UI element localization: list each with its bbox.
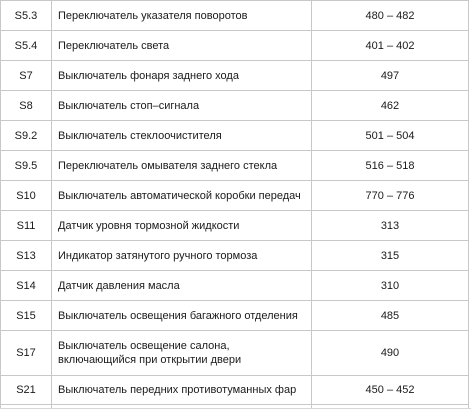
page-range: 462 [312,91,469,121]
page-range: 490 [312,331,469,376]
component-name: Выключатель стеклоочистителя [52,121,312,151]
table-row [1,151,469,181]
component-code: S8 [1,91,52,121]
component-code: S5.3 [1,1,52,31]
component-name: Выключатель освещение салона, включающийся при открытии двери [52,331,312,376]
component-name: Индикатор затянутого ручного тормоза [52,241,312,271]
page-range: 310 [312,271,469,301]
component-code: S17 [1,331,52,376]
page-range: 485 [312,301,469,331]
table-row [1,31,469,61]
component-name: Датчик давления масла [52,271,312,301]
table-row [1,331,469,376]
component-name: Выключатель фонаря заднего хода [52,61,312,91]
component-code: S10 [1,181,52,211]
component-name: Переключатель омывателя заднего стекла [52,151,312,181]
component-code: S5.4 [1,31,52,61]
component-code: S9.2 [1,121,52,151]
component-code: S11 [1,211,52,241]
table-row [1,241,469,271]
table-row [1,121,469,151]
component-code: S14 [1,271,52,301]
table-row [1,181,469,211]
page-range: 450 – 452 [312,376,469,405]
page-range: 401 – 402 [312,31,469,61]
page-range: 315 [312,241,469,271]
component-name: Датчик уровня тормозной жидкости [52,211,312,241]
component-name: Переключатель указателя поворотов [52,1,312,31]
page-range: 313 [312,211,469,241]
component-code: S21 [1,376,52,405]
table-row [1,1,469,31]
table-row [1,376,469,405]
page-range: 480 – 482 [312,1,469,31]
component-name: Выключатель стоп–сигнала [52,91,312,121]
component-code: S7 [1,61,52,91]
page-range: 501 – 504 [312,121,469,151]
table-row [1,91,469,121]
component-name: Выключатель освещения багажного отделения [52,301,312,331]
component-name: Выключатель передних противотуманных фар [52,376,312,405]
table-row [1,301,469,331]
page-range: 497 [312,61,469,91]
component-name: Переключатель света [52,31,312,61]
component-code: S9.5 [1,151,52,181]
page-range: 516 – 518 [312,151,469,181]
table-row [1,271,469,301]
table-row [1,61,469,91]
component-code: S13 [1,241,52,271]
table-row [1,211,469,241]
component-name: Выключатель автоматической коробки передач [52,181,312,211]
page-range: 770 – 776 [312,181,469,211]
component-code: S15 [1,301,52,331]
